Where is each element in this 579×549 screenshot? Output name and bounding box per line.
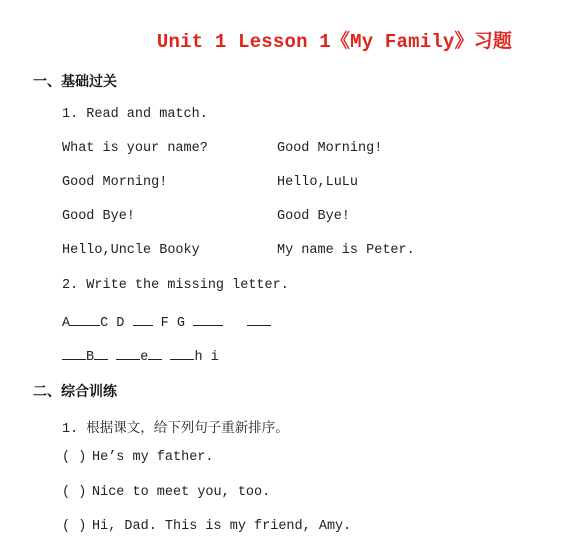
- match-left-item: Good Bye!: [62, 209, 135, 224]
- ordering-item: [62, 485, 270, 500]
- ordering-sentence: He’s my father.: [92, 450, 214, 465]
- worksheet-title: Unit 1 Lesson 1《My Family》习题: [156, 31, 513, 53]
- letter-blank[interactable]: [247, 312, 271, 326]
- letter-blank[interactable]: [116, 346, 140, 360]
- order-answer-paren[interactable]: ( ): [62, 450, 87, 465]
- q1-instruction: 1. Read and match.: [62, 107, 208, 122]
- missing-letter-row-2: [62, 346, 219, 365]
- letter-blank[interactable]: [170, 346, 194, 360]
- letter-text: h i: [194, 350, 219, 365]
- letter-text: C D: [100, 316, 125, 331]
- match-left-item: What is your name?: [62, 141, 208, 156]
- letter-text: F G: [160, 316, 185, 331]
- ordering-item: [62, 450, 214, 465]
- match-right-item: Hello,LuLu: [277, 175, 359, 190]
- section-heading-basics: 一、基础过关: [33, 74, 117, 90]
- letter-blank[interactable]: [133, 312, 153, 326]
- letter-text: B: [86, 350, 95, 365]
- letter-text: e: [140, 350, 149, 365]
- match-right-item: Good Morning!: [277, 141, 383, 156]
- match-right-item: My name is Peter.: [277, 243, 415, 258]
- q2-instruction: 2. Write the missing letter.: [62, 278, 289, 293]
- ordering-instruction: 1. 根据课文，给下列句子重新排序。: [62, 422, 289, 437]
- ordering-item: [62, 519, 351, 534]
- match-left-item: Good Morning!: [62, 175, 168, 190]
- missing-letter-row-1: [62, 312, 271, 331]
- match-left-item: Hello,Uncle Booky: [62, 243, 200, 258]
- letter-blank[interactable]: [94, 346, 108, 360]
- letter-text: A: [62, 316, 71, 331]
- letter-blank[interactable]: [70, 312, 100, 326]
- ordering-sentence: Hi, Dad. This is my friend, Amy.: [92, 519, 352, 534]
- ordering-sentence: Nice to meet you, too.: [92, 485, 271, 500]
- letter-blank[interactable]: [193, 312, 223, 326]
- letter-blank[interactable]: [148, 346, 162, 360]
- match-right-item: Good Bye!: [277, 209, 350, 224]
- order-answer-paren[interactable]: ( ): [62, 519, 87, 534]
- order-answer-paren[interactable]: ( ): [62, 485, 87, 500]
- section-heading-practice: 二、综合训练: [33, 384, 117, 400]
- letter-blank[interactable]: [62, 346, 86, 360]
